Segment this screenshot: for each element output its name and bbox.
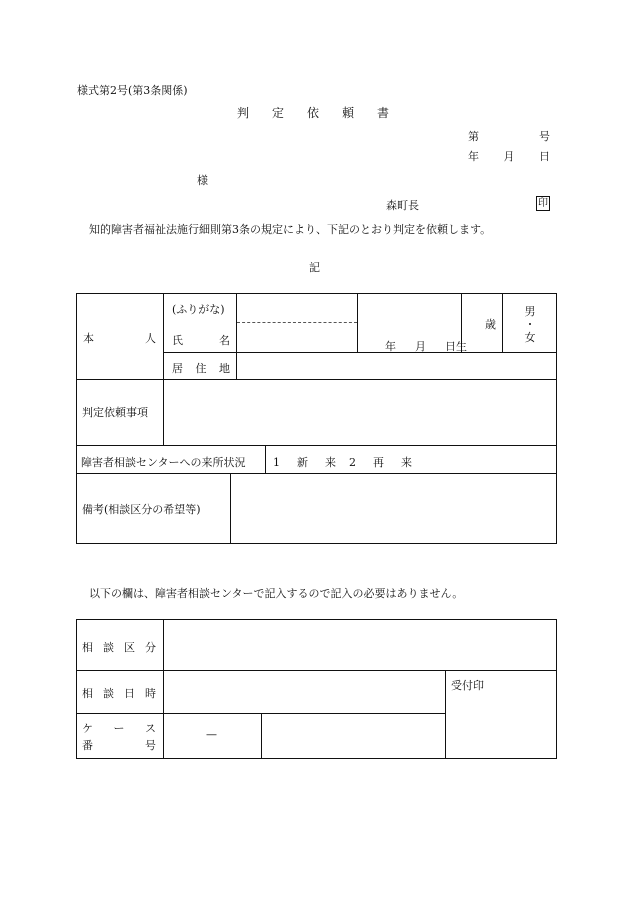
- case-label-bottom: [82, 737, 156, 753]
- consult-date-char: 時: [145, 687, 156, 700]
- visit-return-char: 来: [401, 456, 412, 469]
- age-unit: 歳: [485, 318, 496, 331]
- table-line: [265, 445, 266, 473]
- table-line: [76, 619, 77, 759]
- case-char: ス: [145, 722, 156, 735]
- case-char: 番: [82, 739, 93, 752]
- case-number-dash: —: [206, 728, 217, 741]
- number-suffix: 号: [539, 130, 550, 143]
- address-char: 住: [195, 362, 207, 375]
- visit-return-number: 2: [349, 456, 356, 469]
- title-char: 頼: [341, 106, 354, 120]
- consult-date-char: 相: [82, 687, 93, 700]
- name-label: [172, 332, 230, 348]
- birth-date-line: [385, 338, 467, 354]
- table-line: [261, 713, 262, 758]
- sex-separator: ・: [524, 318, 536, 331]
- document-number-line: [468, 128, 550, 144]
- furigana-divider: [237, 322, 357, 323]
- visit-status-label: 障害者相談センターへの来所状況: [81, 456, 246, 469]
- case-char: 号: [145, 739, 156, 752]
- sex-male: 男: [524, 305, 536, 318]
- person-char: 人: [145, 332, 156, 345]
- name-char: 氏: [172, 334, 183, 347]
- table-line: [76, 543, 557, 544]
- seal-mark: 印: [538, 198, 548, 209]
- address-label: [172, 360, 230, 376]
- body-text: 知的障害者福祉法施行細則第3条の規定により、下記のとおり判定を依頼します。: [89, 223, 492, 236]
- number-prefix: 第: [468, 130, 479, 143]
- address-char: 地: [219, 362, 230, 375]
- case-char: ケ: [82, 722, 93, 735]
- table-line: [230, 473, 231, 543]
- table-line: [163, 352, 557, 353]
- sex-options: [524, 305, 536, 344]
- table-line: [445, 670, 446, 758]
- table-line: [76, 619, 557, 620]
- date-year: 年: [468, 150, 479, 163]
- person-char: 本: [83, 332, 94, 345]
- table-line: [556, 619, 557, 759]
- table-line: [236, 293, 237, 379]
- visit-new-char: 来: [325, 456, 336, 469]
- title-char: 定: [271, 106, 284, 120]
- visit-option-return: [349, 454, 412, 470]
- table-line: [76, 445, 557, 446]
- form-number: 様式第2号(第3条関係): [77, 84, 188, 97]
- document-title: [237, 104, 389, 121]
- office-note: 以下の欄は、障害者相談センターで記入するので記入の必要はありません。: [89, 587, 464, 600]
- table-line: [163, 293, 164, 379]
- table-line: [76, 379, 557, 380]
- remarks-label: 備考(相談区分の希望等): [82, 503, 201, 516]
- category-char: 談: [103, 641, 114, 654]
- date-day: 日: [539, 150, 550, 163]
- category-char: 分: [145, 641, 156, 654]
- furigana-label: (ふりがな): [172, 303, 225, 316]
- table-line: [76, 473, 557, 474]
- date-month: 月: [503, 150, 515, 163]
- request-label: 判定依頼事項: [82, 406, 148, 419]
- issue-date-line: [468, 148, 550, 164]
- birth-day: 日生: [445, 340, 467, 353]
- consult-date-char: 談: [103, 687, 114, 700]
- title-char: 依: [306, 106, 319, 120]
- consult-date-char: 日: [124, 687, 135, 700]
- title-char: 判: [237, 106, 250, 120]
- table-line: [556, 293, 557, 544]
- category-char: 区: [124, 641, 135, 654]
- visit-new-number: 1: [273, 456, 280, 469]
- table-line: [163, 379, 164, 445]
- ki-heading: 記: [309, 261, 320, 274]
- category-char: 相: [82, 641, 93, 654]
- addressee-suffix: 様: [197, 174, 208, 187]
- sex-female: 女: [524, 331, 536, 344]
- table-line: [76, 758, 557, 759]
- table-line: [76, 670, 557, 671]
- receipt-stamp-label: 受付印: [451, 679, 484, 692]
- consult-date-label: [82, 685, 156, 701]
- person-label: [83, 330, 156, 346]
- table-line: [502, 293, 503, 352]
- category-label: [82, 639, 156, 655]
- birth-year: 年: [385, 340, 396, 353]
- table-line: [76, 293, 77, 544]
- sender-name: 森町長: [386, 199, 419, 212]
- birth-month: 月: [415, 340, 426, 353]
- case-label-top: [82, 720, 156, 736]
- case-char: ー: [113, 722, 125, 735]
- visit-option-new: [273, 454, 336, 470]
- visit-return-char: 再: [373, 456, 384, 469]
- table-line: [357, 293, 358, 352]
- title-char: 書: [376, 106, 389, 120]
- address-char: 居: [172, 362, 183, 375]
- table-line: [76, 293, 557, 294]
- visit-new-char: 新: [297, 456, 308, 469]
- name-char: 名: [219, 334, 230, 347]
- table-line: [163, 619, 164, 759]
